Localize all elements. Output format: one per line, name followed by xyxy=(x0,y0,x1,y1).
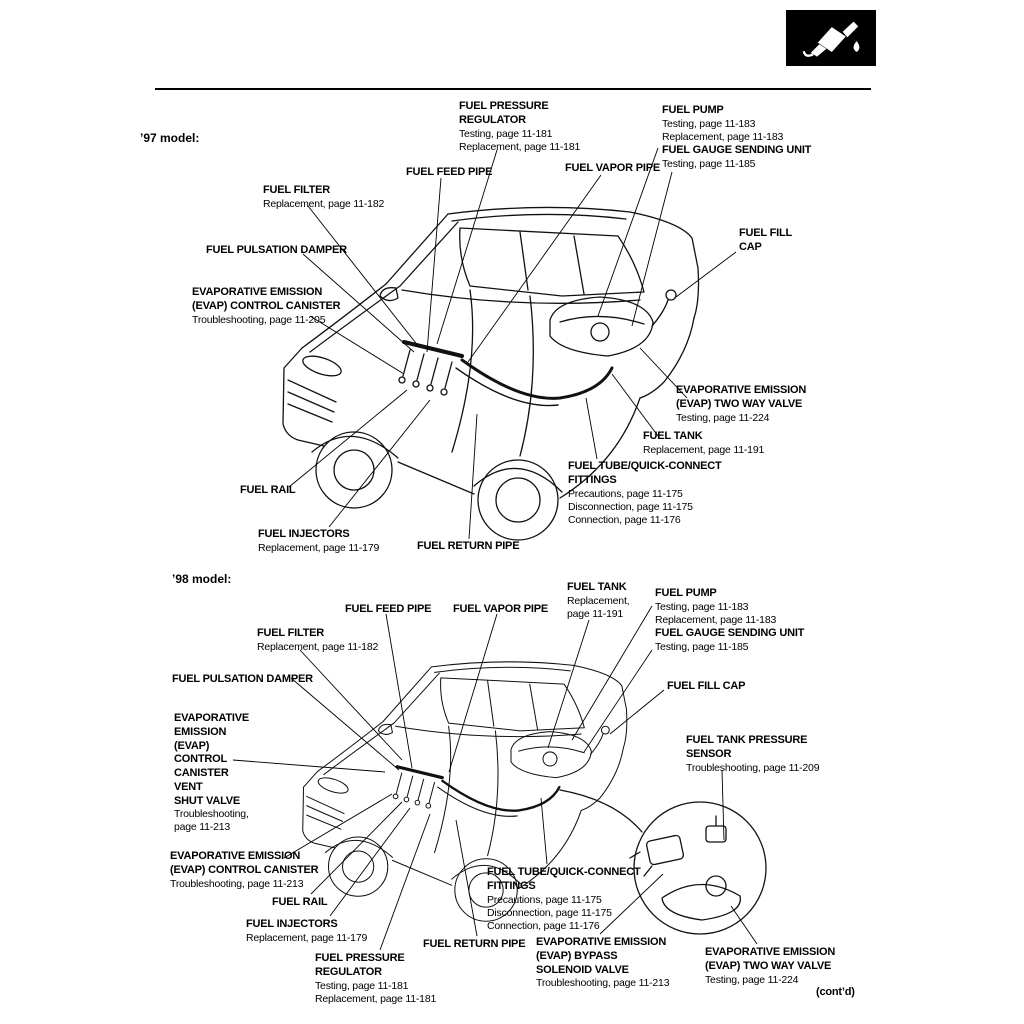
label-ref: Replacement, page 11-179 xyxy=(246,931,368,944)
label-title: CONTROL xyxy=(174,753,227,766)
label-ref: page 11-213 xyxy=(174,821,230,834)
label-title: (EVAP) xyxy=(174,739,210,752)
label-ref: Testing, page 11-183 xyxy=(655,600,749,613)
label-ref: Replacement, xyxy=(567,594,630,607)
label-title: REGULATOR xyxy=(315,965,382,978)
label-fuel-tube-fittings-97 xyxy=(568,460,721,527)
label-evap-two-way-valve-98 xyxy=(705,946,835,987)
label-title: FUEL FILL xyxy=(739,227,792,239)
label-fuel-tube-fittings-98 xyxy=(487,866,640,933)
label-ref: Testing, page 11-185 xyxy=(655,640,749,653)
label-fuel-injectors-97 xyxy=(258,528,379,555)
label-title: FUEL RETURN PIPE xyxy=(417,540,520,552)
label-title: FUEL FILL CAP xyxy=(667,680,746,692)
label-ref: Troubleshooting, page 11-213 xyxy=(536,977,670,990)
label-title: FUEL PUMP xyxy=(662,104,724,116)
label-fuel-filter-98 xyxy=(257,627,378,654)
label-title: (EVAP) CONTROL CANISTER xyxy=(170,863,319,876)
label-ref: Connection, page 11-176 xyxy=(568,513,681,526)
label-title: FUEL FEED PIPE xyxy=(345,603,432,615)
label-ref: Replacement, page 11-182 xyxy=(257,640,379,653)
label-title: (EVAP) CONTROL CANISTER xyxy=(192,299,341,312)
label-ref: Replacement, page 11-183 xyxy=(655,613,777,626)
label-ref: Precautions, page 11-175 xyxy=(487,893,602,906)
label-title: EVAPORATIVE EMISSION xyxy=(676,384,807,396)
label-evap-two-way-valve-97 xyxy=(676,384,806,425)
label-ref: Connection, page 11-176 xyxy=(487,919,600,932)
label-ref: Replacement, page 11-181 xyxy=(315,992,437,1005)
label-fuel-fill-cap-98 xyxy=(667,680,745,694)
label-title: (EVAP) TWO WAY VALVE xyxy=(676,397,803,410)
label-ref: Testing, page 11-185 xyxy=(662,157,756,170)
label-fuel-rail-97 xyxy=(240,484,295,498)
label-ref: Replacement, page 11-179 xyxy=(258,541,380,554)
label-title: FUEL TANK xyxy=(643,430,703,442)
label-ref: Precautions, page 11-175 xyxy=(568,487,683,500)
label-title: FUEL GAUGE SENDING UNIT xyxy=(662,144,812,156)
label-fuel-pulsation-damper-98 xyxy=(172,673,313,687)
label-title: (EVAP) BYPASS xyxy=(536,949,618,962)
label-fuel-tank-98 xyxy=(567,581,629,621)
label-title: FUEL RAIL xyxy=(240,484,296,496)
label-evap-bypass-solenoid-valve-98 xyxy=(536,936,669,990)
label-title: FUEL FEED PIPE xyxy=(406,166,493,178)
label-fuel-pulsation-damper-97 xyxy=(206,244,347,258)
label-fuel-pump-98 xyxy=(655,587,804,654)
label-fuel-feed-pipe-97 xyxy=(406,166,492,180)
label-title: FUEL PULSATION DAMPER xyxy=(206,244,347,256)
label-fuel-fill-cap-97 xyxy=(739,227,792,255)
label-evap-control-canister-97 xyxy=(192,286,340,327)
label-fuel-feed-pipe-98 xyxy=(345,603,431,617)
label-fuel-return-pipe-97 xyxy=(417,540,519,554)
label-title: SOLENOID VALVE xyxy=(536,963,629,976)
label-fuel-vapor-pipe-97 xyxy=(565,162,660,176)
label-evap-canister-vent-shut-valve-98 xyxy=(174,712,249,835)
label-title: FUEL PRESSURE xyxy=(315,952,405,964)
label-title: SENSOR xyxy=(686,747,732,760)
label-title: FUEL INJECTORS xyxy=(258,528,350,540)
label-fuel-return-pipe-98 xyxy=(423,938,525,952)
label-fuel-filter-97 xyxy=(263,184,384,211)
label-ref: Replacement, page 11-181 xyxy=(459,140,581,153)
label-title: FUEL GAUGE SENDING UNIT xyxy=(655,627,805,639)
label-title: REGULATOR xyxy=(459,113,526,126)
label-title: FUEL TANK xyxy=(567,581,627,593)
label-evap-control-canister-98 xyxy=(170,850,318,891)
label-title: FUEL RAIL xyxy=(272,896,328,908)
label-title: EVAPORATIVE EMISSION xyxy=(536,936,667,948)
label-title: EVAPORATIVE EMISSION xyxy=(192,286,323,298)
label-title: CANISTER xyxy=(174,767,229,779)
label-fuel-tank-97 xyxy=(643,430,764,457)
label-title: FUEL VAPOR PIPE xyxy=(453,603,549,615)
label-ref: Testing, page 11-181 xyxy=(315,979,409,992)
label-title: EMISSION xyxy=(174,725,227,738)
label-title: FUEL TUBE/QUICK-CONNECT xyxy=(568,460,722,472)
label-title: FITTINGS xyxy=(568,473,617,486)
model-97-heading: ’97 model: xyxy=(140,131,200,145)
label-title: EVAPORATIVE xyxy=(174,712,250,724)
label-fuel-injectors-98 xyxy=(246,918,367,945)
label-ref: page 11-191 xyxy=(567,607,623,620)
label-ref: Troubleshooting, page 11-209 xyxy=(686,761,820,774)
label-ref: Testing, page 11-181 xyxy=(459,127,553,140)
label-ref: Disconnection, page 11-175 xyxy=(568,500,693,513)
label-title: FUEL RETURN PIPE xyxy=(423,938,526,950)
label-ref: Replacement, page 11-182 xyxy=(263,197,385,210)
label-fuel-rail-98 xyxy=(272,896,327,910)
label-ref: Troubleshooting, page 11-213 xyxy=(170,877,304,890)
label-ref: Troubleshooting, xyxy=(174,808,249,821)
model-98-heading: ’98 model: xyxy=(172,572,232,586)
label-title: FUEL FILTER xyxy=(257,627,325,639)
label-fuel-pump-97 xyxy=(662,104,811,171)
label-ref: Replacement, page 11-183 xyxy=(662,130,784,143)
label-title: (EVAP) TWO WAY VALVE xyxy=(705,959,832,972)
label-title: FUEL VAPOR PIPE xyxy=(565,162,661,174)
label-ref: Testing, page 11-224 xyxy=(676,411,770,424)
label-title: FUEL FILTER xyxy=(263,184,331,196)
label-ref: Testing, page 11-183 xyxy=(662,117,756,130)
label-title: SHUT VALVE xyxy=(174,794,241,807)
label-title: EVAPORATIVE EMISSION xyxy=(170,850,301,862)
label-ref: Troubleshooting, page 11-205 xyxy=(192,313,326,326)
label-title: FUEL PULSATION DAMPER xyxy=(172,673,313,685)
label-title: CAP xyxy=(739,240,762,253)
label-title: FUEL TANK PRESSURE xyxy=(686,734,808,746)
label-title: VENT xyxy=(174,780,203,793)
label-fuel-vapor-pipe-98 xyxy=(453,603,548,617)
label-title: FUEL PUMP xyxy=(655,587,717,599)
label-title: FUEL TUBE/QUICK-CONNECT xyxy=(487,866,641,878)
label-fuel-tank-pressure-sensor-98 xyxy=(686,734,819,775)
label-title: EVAPORATIVE EMISSION xyxy=(705,946,836,958)
label-ref: Disconnection, page 11-175 xyxy=(487,906,612,919)
label-fuel-pressure-regulator-97 xyxy=(459,100,580,154)
label-title: FUEL INJECTORS xyxy=(246,918,338,930)
label-ref: Replacement, page 11-191 xyxy=(643,443,765,456)
contd-note: (cont’d) xyxy=(816,986,855,998)
label-fuel-pressure-regulator-98 xyxy=(315,952,436,1006)
label-title: FUEL PRESSURE xyxy=(459,100,549,112)
label-ref: Testing, page 11-224 xyxy=(705,973,799,986)
label-title: FITTINGS xyxy=(487,879,536,892)
